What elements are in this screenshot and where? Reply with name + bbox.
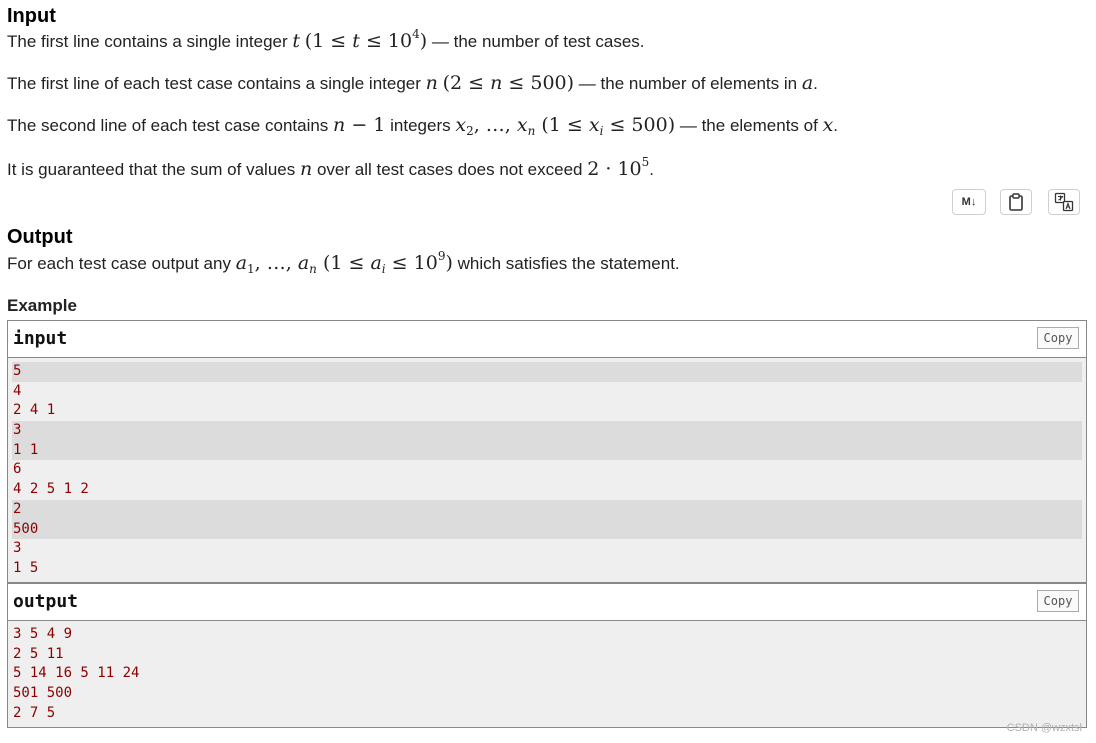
output-section-title: Output xyxy=(7,226,73,248)
sample-input-line: 6 xyxy=(13,461,22,478)
sample-input-line: 3 xyxy=(13,540,22,557)
sample-input-line: 4 xyxy=(13,382,22,399)
copy-input-button[interactable]: Copy xyxy=(1037,327,1079,349)
sample-output-line: 3 5 4 9 xyxy=(13,626,73,642)
sample-output-box xyxy=(7,583,1087,728)
input-paragraph-3: The second line of each test case contains n − 1 integers $x_2$, …, $x_n$ $(1 \le x_i \le 500)$ — the elements of x. xyxy=(7,114,839,138)
sample-output-label: output xyxy=(13,591,79,612)
translate-icon xyxy=(1054,192,1074,212)
watermark: CSDN @wzxtsl xyxy=(1006,722,1082,734)
sample-output-line: 2 5 11 xyxy=(13,645,64,662)
sample-input-line: 1 1 xyxy=(12,441,1082,461)
sample-input-line: 4 2 5 1 2 xyxy=(13,481,89,498)
sample-input-line: 500 xyxy=(12,520,1082,540)
copy-output-button[interactable]: Copy xyxy=(1037,590,1079,612)
clipboard-icon xyxy=(1008,193,1024,211)
sample-output-line: 2 7 5 xyxy=(13,704,56,721)
sample-input-label: input xyxy=(13,328,68,349)
sample-output-header xyxy=(8,584,1086,621)
sample-output-lines[interactable] xyxy=(12,625,1082,723)
copy-statement-button[interactable] xyxy=(1000,189,1032,215)
sample-input-body xyxy=(8,358,1086,582)
sample-input-line: 2 4 1 xyxy=(13,402,56,419)
sample-input-header xyxy=(8,321,1086,358)
input-paragraph-4: It is guaranteed that the sum of values n over all test cases does not exceed $2 \cdot 10^5$. xyxy=(7,155,654,180)
sample-output-line: 501 500 xyxy=(13,685,73,702)
input-paragraph-1: The first line contains a single integer t $(1 \le t \le 10^4)$ — the number of test cases. xyxy=(7,27,645,52)
markdown-button[interactable]: M↓ xyxy=(952,189,986,215)
output-paragraph: For each test case output any $a_1$, …, $a_n$ $(1 \le a_i \le 10^9)$ which satisfies the statement. xyxy=(7,249,680,276)
input-section-title: Input xyxy=(7,5,56,27)
example-title: Example xyxy=(7,296,77,315)
translate-button[interactable] xyxy=(1048,189,1080,215)
sample-input-line: 5 xyxy=(12,362,1082,382)
sample-input-line: 2 xyxy=(12,500,1082,520)
sample-input-line: 1 5 xyxy=(13,559,39,576)
input-paragraph-2: The first line of each test case contains a single integer n (2 ≤ n ≤ 500) — the number of elements in a. xyxy=(7,72,818,94)
sample-input-lines[interactable] xyxy=(12,362,1082,579)
sample-input-box xyxy=(7,320,1087,583)
sample-input-line: 3 xyxy=(12,421,1082,441)
sample-output-body xyxy=(8,621,1086,727)
sample-output-line: 5 14 16 5 11 24 xyxy=(13,665,140,682)
